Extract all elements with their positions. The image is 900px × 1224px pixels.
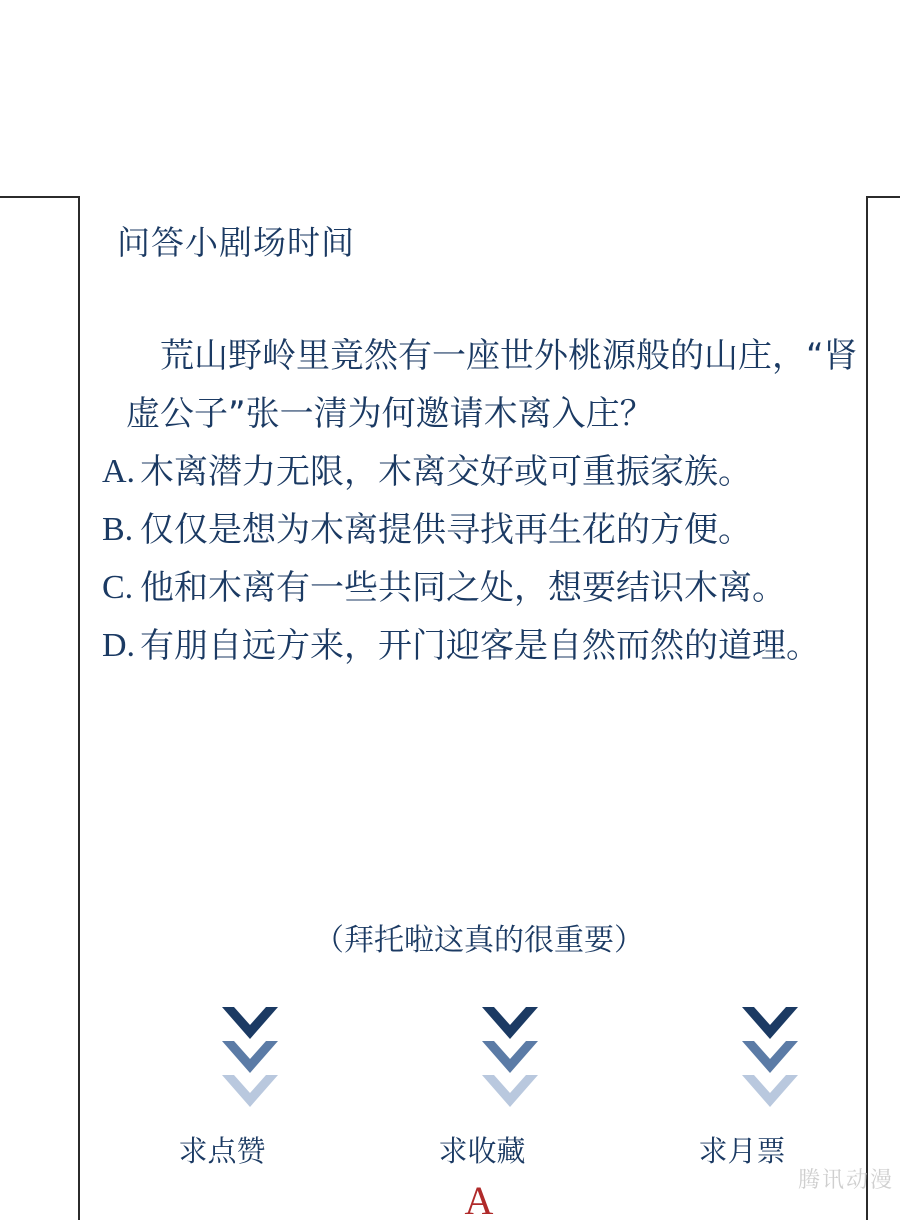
option-text: 有朋自远方来，开门迎客是自然而然的道理。 bbox=[140, 626, 820, 666]
option-letter: C. bbox=[102, 569, 134, 606]
bottom-signature: A bbox=[464, 1178, 494, 1223]
quiz-option[interactable] bbox=[102, 617, 862, 675]
option-text: 木离潜力无限，木离交好或可重振家族。 bbox=[140, 452, 752, 492]
option-letter: A. bbox=[102, 453, 136, 490]
panel-border-left bbox=[78, 197, 80, 1220]
watermark: 腾讯动漫 bbox=[797, 1168, 894, 1193]
option-letter: D. bbox=[102, 627, 136, 664]
cta-monthly-ticket[interactable] bbox=[652, 1007, 832, 1170]
cta-label: 求点赞 bbox=[178, 1134, 266, 1168]
panel-border-right bbox=[866, 197, 868, 1220]
quiz-question: 荒山野岭里竟然有一座世外桃源般的山庄，“肾虚公子”张一清为何邀请木离入庄？ bbox=[126, 336, 858, 434]
quiz-option[interactable] bbox=[102, 501, 862, 559]
panel-border-top-right bbox=[866, 196, 900, 198]
quiz-option[interactable] bbox=[102, 443, 862, 501]
page-title: 问答小剧场时间 bbox=[117, 223, 355, 262]
option-text: 仅仅是想为木离提供寻找再生花的方便。 bbox=[140, 510, 752, 550]
quiz-block bbox=[102, 327, 862, 675]
cta-like[interactable] bbox=[132, 1007, 312, 1170]
cta-row bbox=[132, 1007, 832, 1170]
quiz-note: （拜托啦这真的很重要） bbox=[314, 923, 644, 958]
panel-border-top-left bbox=[0, 196, 80, 198]
cta-label: 求收藏 bbox=[438, 1134, 526, 1168]
cta-favorite[interactable] bbox=[392, 1007, 572, 1170]
quiz-option[interactable] bbox=[102, 559, 862, 617]
double-chevron-down-icon bbox=[652, 1007, 832, 1117]
option-text: 他和木离有一些共同之处，想要结识木离。 bbox=[140, 568, 786, 608]
double-chevron-down-icon bbox=[132, 1007, 312, 1117]
option-letter: B. bbox=[102, 511, 134, 548]
quiz-options bbox=[102, 443, 862, 675]
cta-label: 求月票 bbox=[698, 1134, 786, 1168]
double-chevron-down-icon bbox=[392, 1007, 572, 1117]
panel-content bbox=[92, 197, 866, 1223]
